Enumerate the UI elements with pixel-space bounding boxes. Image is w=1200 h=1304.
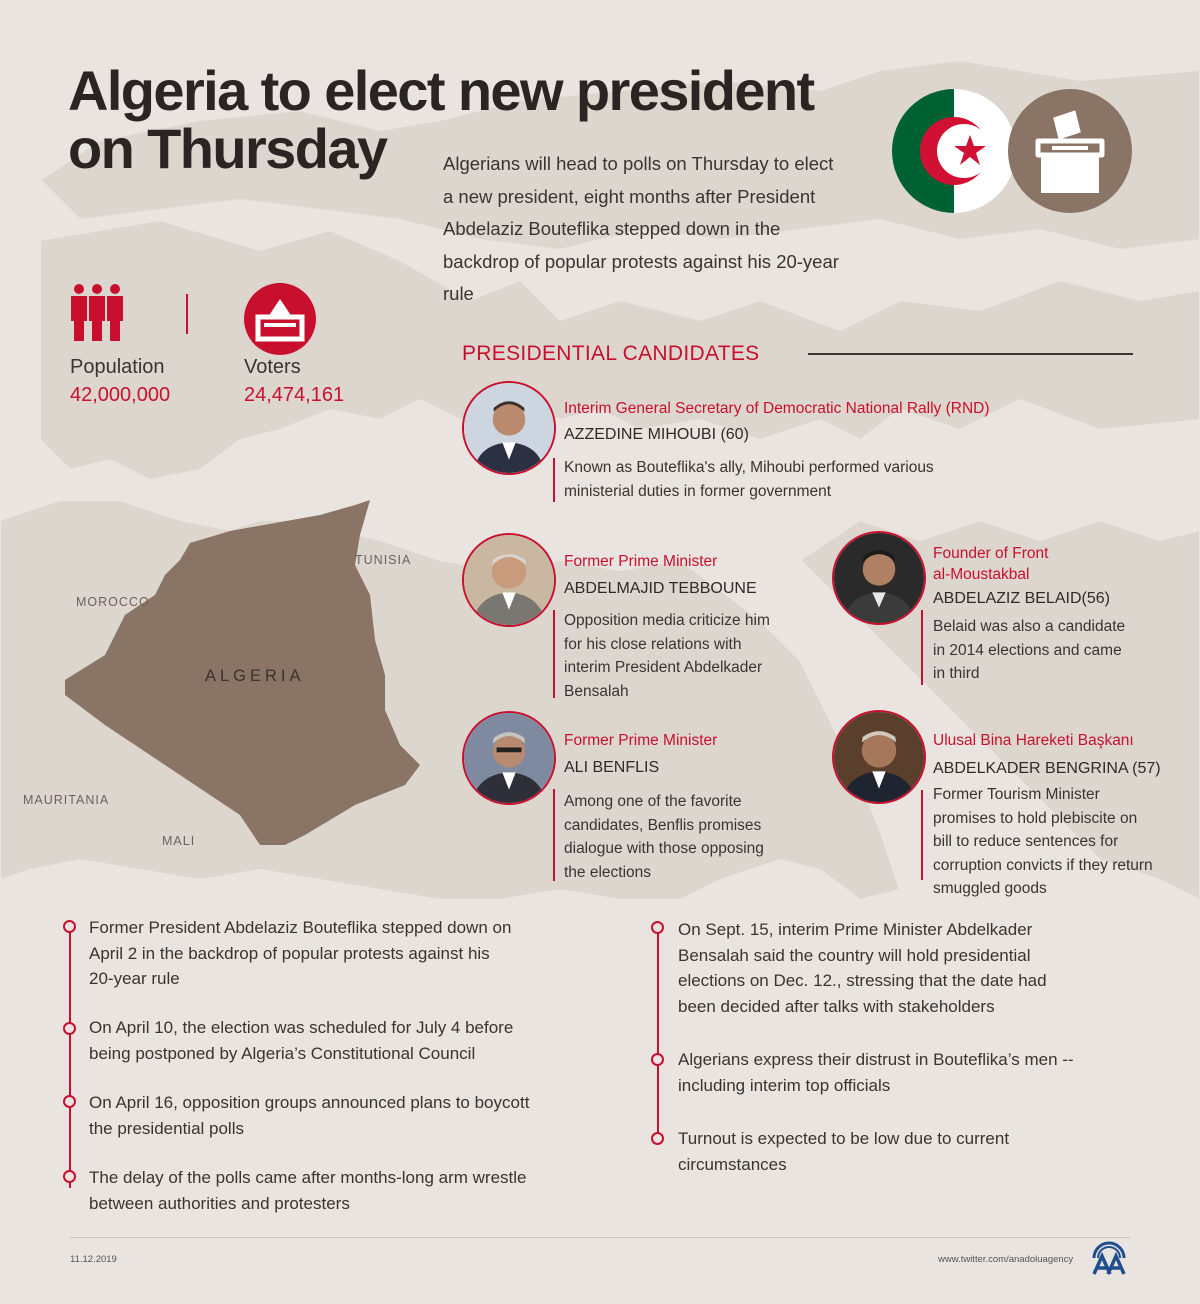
voters-value: 24,474,161 bbox=[244, 384, 345, 406]
timeline-dot bbox=[651, 1053, 664, 1066]
candidate-name: ALI BENFLIS bbox=[564, 759, 660, 776]
candidate-stem bbox=[921, 610, 923, 685]
people-icon bbox=[70, 283, 124, 341]
footer-divider bbox=[70, 1237, 1130, 1238]
candidate-name: ABDELMAJID TEBBOUNE bbox=[564, 580, 757, 597]
candidate-name: ABDELKADER BENGRINA (57) bbox=[933, 760, 1161, 777]
candidate-role: Ulusal Bina Hareketi Başkanı bbox=[933, 732, 1134, 749]
candidate-role: Founder of Front al-Moustakbal bbox=[933, 545, 1049, 583]
map-label-algeria: ALGERIA bbox=[205, 667, 305, 685]
timeline-right-line bbox=[657, 930, 659, 1140]
timeline-dot bbox=[63, 1095, 76, 1108]
timeline-dot bbox=[63, 1022, 76, 1035]
candidate-photo-tebboune bbox=[462, 533, 556, 627]
population-label: Population bbox=[70, 356, 165, 378]
candidate-name: AZZEDINE MIHOUBI (60) bbox=[564, 426, 749, 443]
population-value: 42,000,000 bbox=[70, 384, 171, 406]
candidate-role: Interim General Secretary of Democratic National Rally (RND) bbox=[564, 400, 990, 417]
footer-date: 11.12.2019 bbox=[70, 1254, 117, 1265]
candidate-photo-belaid bbox=[832, 531, 926, 625]
candidate-stem bbox=[921, 790, 923, 880]
timeline-dot bbox=[63, 920, 76, 933]
timeline-item: On April 10, the election was scheduled for July 4 before being postponed by Algeria’s Constitutional Council bbox=[89, 1018, 514, 1063]
candidates-title: PRESIDENTIAL CANDIDATES bbox=[462, 342, 760, 365]
timeline-dot bbox=[651, 1132, 664, 1145]
page-title: Algeria to elect new president on Thursday bbox=[68, 59, 814, 180]
timeline-item: On April 16, opposition groups announced plans to boycott the presidential polls bbox=[89, 1093, 530, 1138]
candidate-role: Former Prime Minister bbox=[564, 732, 718, 749]
candidate-desc: Among one of the favorite candidates, Benflis promises dialogue with those opposing the elections bbox=[564, 793, 764, 881]
candidates-rule bbox=[808, 353, 1133, 355]
candidate-name: ABDELAZIZ BELAID(56) bbox=[933, 590, 1110, 607]
timeline-item: The delay of the polls came after months-long arm wrestle between authorities and protesters bbox=[89, 1168, 527, 1213]
candidate-photo-benflis bbox=[462, 711, 556, 805]
voters-label: Voters bbox=[244, 356, 301, 378]
voters-ballot-icon bbox=[244, 283, 316, 355]
timeline-dot bbox=[63, 1170, 76, 1183]
footer-twitter-link[interactable]: www.twitter.com/anadoluagency bbox=[938, 1254, 1074, 1265]
map-label-tunisia: TUNISIA bbox=[355, 553, 412, 567]
intro-paragraph: Algerians will head to polls on Thursday to elect a new president, eight months after President Abdelaziz Bouteflika stepped down in the backdrop of popular protests against his 20-year rule bbox=[443, 153, 839, 304]
candidate-stem bbox=[553, 458, 555, 502]
candidate-stem bbox=[553, 610, 555, 698]
map-label-mali: MALI bbox=[162, 834, 196, 848]
candidate-role: Former Prime Minister bbox=[564, 553, 718, 570]
candidate-desc: Opposition media criticize him for his close relations with interim President Abdelkader Bensalah bbox=[564, 612, 770, 700]
candidate-photo-mihoubi bbox=[462, 381, 556, 475]
stats-divider bbox=[186, 294, 188, 334]
candidate-desc: Known as Bouteflika's ally, Mihoubi performed various ministerial duties in former government bbox=[564, 459, 934, 500]
candidate-desc: Belaid was also a candidate in 2014 elections and came in third bbox=[933, 618, 1126, 682]
timeline-item: On Sept. 15, interim Prime Minister Abdelkader Bensalah said the country will hold presidential elections on Dec. 12., stressing that the date had been decided after talks with stakeholders bbox=[678, 920, 1047, 1016]
timeline-left-line bbox=[69, 928, 71, 1188]
anadolu-agency-logo bbox=[1090, 1236, 1128, 1276]
timeline-item: Algerians express their distrust in Bouteflika’s men -- including interim top officials bbox=[678, 1050, 1074, 1095]
timeline-item: Turnout is expected to be low due to current circumstances bbox=[678, 1129, 1010, 1174]
algerian-flag-icon bbox=[892, 89, 1016, 213]
candidate-photo-bengrina bbox=[832, 710, 926, 804]
candidate-desc: Former Tourism Minister promises to hold plebiscite on bill to reduce sentences for corruption convicts if they return smuggled goods bbox=[933, 786, 1153, 897]
timeline-item: Former President Abdelaziz Bouteflika stepped down on April 2 in the backdrop of popular protests against his 20-year rule bbox=[89, 918, 512, 988]
candidate-stem bbox=[553, 789, 555, 881]
map-label-mauritania: MAURITANIA bbox=[23, 793, 110, 807]
map-label-morocco: MOROCCO bbox=[76, 595, 150, 609]
ballot-box-icon bbox=[1008, 89, 1132, 213]
timeline-dot bbox=[651, 921, 664, 934]
